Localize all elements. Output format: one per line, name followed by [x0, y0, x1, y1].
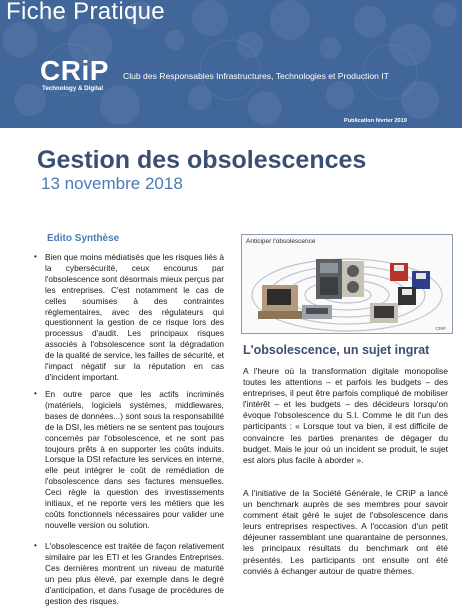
bullet-item: [35, 252, 224, 383]
illustration-frame: [241, 234, 453, 334]
document-title: Gestion des obsolescences: [37, 146, 367, 174]
bullet-text: En outre parce que les actifs incriminés (matériels, logiciels systèmes, middlewares, bases de données...) sont sous la responsabilité de la DSI, les métiers ne se sentent pas toujours concernés par l'obsolescence, et ne sont pas toujours prêts à en supporter les coûts induits. Lorsque la DSI refacture les services en interne, elle peut intégrer le coût de remédiation de l'obsolescence dans ses factures mensuelles. Ceci règle la question des investissements initiaux, et ne reporte vers les métiers que les coûts fonctionnels nécessaires pour valider une nouvelle version ou solution.: [45, 389, 224, 530]
series-title: Fiche Pratique: [6, 0, 165, 25]
paragraph: [243, 488, 448, 577]
publication-date: Publication février 2019: [344, 118, 407, 124]
bullet-item: [35, 389, 224, 531]
document-date: 13 novembre 2018: [41, 174, 183, 193]
edito-heading: Edito Synthèse: [47, 233, 120, 244]
section-heading: L'obsolescence, un sujet ingrat: [243, 343, 430, 357]
crip-logo: CRiP: [40, 55, 109, 86]
paragraph-text: A l'heure où la transformation digitale monopolise toutes les attentions – et parfois les budgets – des entreprises, il peut être parfois compliqué de mobiliser l'intérêt – et les budgets – des décideurs lorsqu'on évoque l'obsolescence du S.I. Comme le dit l'un des participants : « Lorsque tout va bien, il est difficile de convaincre les parties prenantes de dégager du budget. Mais le jour où un incident se produit, le sujet est alors plus facile à aborder ».: [243, 366, 448, 465]
vintage-computers-illustration-icon: [242, 245, 452, 333]
club-name: Club des Responsables Infrastructures, Technologies et Production IT: [123, 71, 389, 81]
bullet-item: [35, 541, 224, 606]
header-banner: [0, 0, 462, 128]
bullet-dot: •: [34, 389, 37, 398]
paragraph: [243, 366, 448, 466]
paragraph-text: A l'initiative de la Société Générale, le CRiP a lancé un benchmark auprès de ses membres pour savoir comment était géré le sujet de l'obsolescence dans leurs entreprises respectives. A l'occasion d'un petit déjeuner rassemblant une quarantaine de personnes, les principaux résultats du benchmark ont été présentés. Les participants ont ensuite ont été conviés à échanger autour de quatre thèmes.: [243, 488, 448, 576]
illustration-caption: Anticiper l'obsolescence: [246, 238, 316, 245]
bullet-dot: •: [34, 252, 37, 261]
crip-logo-tagline: Technology & Digital: [42, 85, 104, 92]
bullet-text: Bien que moins médiatisés que les risques liés à la cybersécurité, ceux encourus par l'obsolescence sont désormais mieux perçus par les entreprises. C'est notamment le cas de celles soumises à des contraintes règlementaires, avec des régulateurs qui questionnent la gestion de ce risque lors des processus d'audit. Les principaux risques associés à l'obsolescence sont la dégradation de la qualité de service, les failles de sécurité, et l'impact négatif sur la réputation en cas d'incident important.: [45, 252, 224, 382]
bullet-text: L'obsolescence est traitée de façon relativement similaire par les ETI et les Grandes Entreprises. Ces dernières montrent un niveau de maturité un peu plus élevé, par exemple dans le degré d'anticipation, et dans l'usage de procédures de gestion des risques.: [45, 541, 224, 606]
illustration-footer: CRiP: [435, 326, 446, 331]
bullet-dot: •: [34, 541, 37, 550]
